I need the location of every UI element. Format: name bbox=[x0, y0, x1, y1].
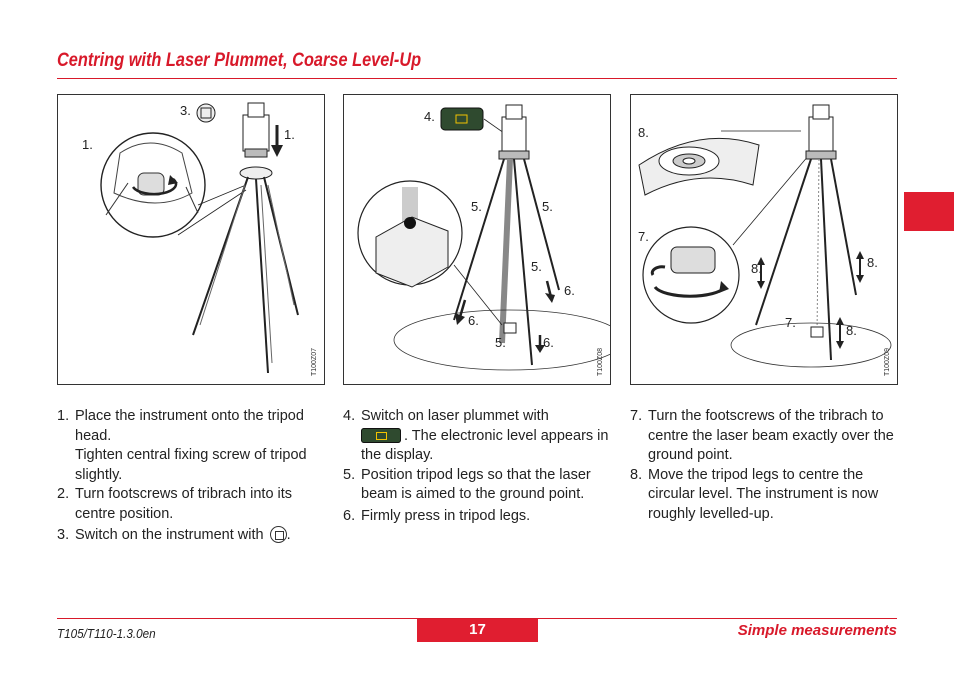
step-number: 6. bbox=[343, 507, 356, 524]
figure-label: 6. bbox=[564, 283, 575, 298]
figure-code: T100Z08 bbox=[597, 347, 604, 376]
figure-label: 6. bbox=[468, 313, 479, 328]
step-text: Firmly press in tripod legs. bbox=[361, 507, 531, 524]
step-text: Switch on laser plummet with bbox=[361, 408, 549, 424]
header-rule bbox=[57, 78, 897, 79]
figure-laser-plummet bbox=[343, 94, 611, 385]
step-number: 1. bbox=[57, 408, 70, 424]
figure-coarse-level-up bbox=[630, 94, 898, 385]
figure-label: 5. bbox=[542, 199, 553, 214]
laser-plummet-key-icon bbox=[361, 428, 401, 443]
step-item bbox=[343, 407, 613, 466]
step-item bbox=[57, 485, 327, 524]
figure-label: 8. bbox=[867, 255, 878, 270]
power-key-icon bbox=[270, 526, 287, 543]
steps-column-3 bbox=[630, 407, 900, 524]
figure-label: 6. bbox=[543, 335, 554, 350]
figure-label: 3. bbox=[180, 103, 191, 118]
step-text: Turn the footscrews of the tribrach to centre the laser beam exactly over the ground point. bbox=[648, 408, 894, 463]
document-id: T105/T110-1.3.0en bbox=[57, 626, 156, 641]
steps-column-1 bbox=[57, 407, 327, 546]
steps-column-2 bbox=[343, 407, 613, 526]
figure-label: 7. bbox=[785, 315, 796, 330]
step-number: 5. bbox=[343, 466, 356, 483]
section-name: Simple measurements bbox=[737, 622, 897, 639]
step-text: Position tripod legs so that the laser beam is aimed to the ground point. bbox=[361, 466, 591, 502]
figure-label: 1. bbox=[284, 127, 295, 142]
step-item bbox=[630, 466, 900, 525]
step-text-extra: Tighten central fixing screw of tripod slightly. bbox=[75, 447, 307, 483]
step-number: 4. bbox=[343, 408, 356, 424]
section-tab-marker bbox=[904, 192, 954, 231]
step-item bbox=[57, 526, 327, 546]
step-number: 3. bbox=[57, 527, 70, 543]
figure-label: 5. bbox=[495, 335, 506, 350]
figure-label: 8. bbox=[638, 125, 649, 140]
step-number: 2. bbox=[57, 486, 70, 502]
figure-label: 1. bbox=[82, 137, 93, 152]
figure-code: T100Z07 bbox=[311, 347, 318, 376]
step-text: Turn footscrews of tribrach into its centre position. bbox=[75, 486, 293, 522]
page-title: Centring with Laser Plummet, Coarse Level-Up bbox=[57, 50, 422, 71]
step-item bbox=[343, 507, 613, 527]
figure-code: T100Z09 bbox=[884, 347, 891, 376]
step-number: 8. bbox=[630, 466, 643, 483]
step-item bbox=[630, 407, 900, 466]
figure-instrument-on-tripod bbox=[57, 94, 325, 385]
page-number: 17 bbox=[417, 619, 538, 642]
step-item bbox=[343, 466, 613, 505]
step-item bbox=[57, 407, 327, 485]
step-text-tail: . The electronic level appears in the display. bbox=[361, 427, 609, 463]
step-text: Move the tripod legs to centre the circular level. The instrument is now roughly levelled-up. bbox=[648, 466, 879, 522]
figure-label: 7. bbox=[638, 229, 649, 244]
step-text: Place the instrument onto the tripod head. bbox=[75, 408, 304, 444]
step-number: 7. bbox=[630, 408, 643, 424]
figure-label: 8. bbox=[751, 261, 762, 276]
step-text: Switch on the instrument with bbox=[75, 527, 264, 543]
figure-label: 5. bbox=[471, 199, 482, 214]
figure-label: 5. bbox=[531, 259, 542, 274]
step-text-tail: . bbox=[286, 527, 291, 543]
figure-label: 4. bbox=[424, 109, 435, 124]
figure-label: 8. bbox=[846, 323, 857, 338]
